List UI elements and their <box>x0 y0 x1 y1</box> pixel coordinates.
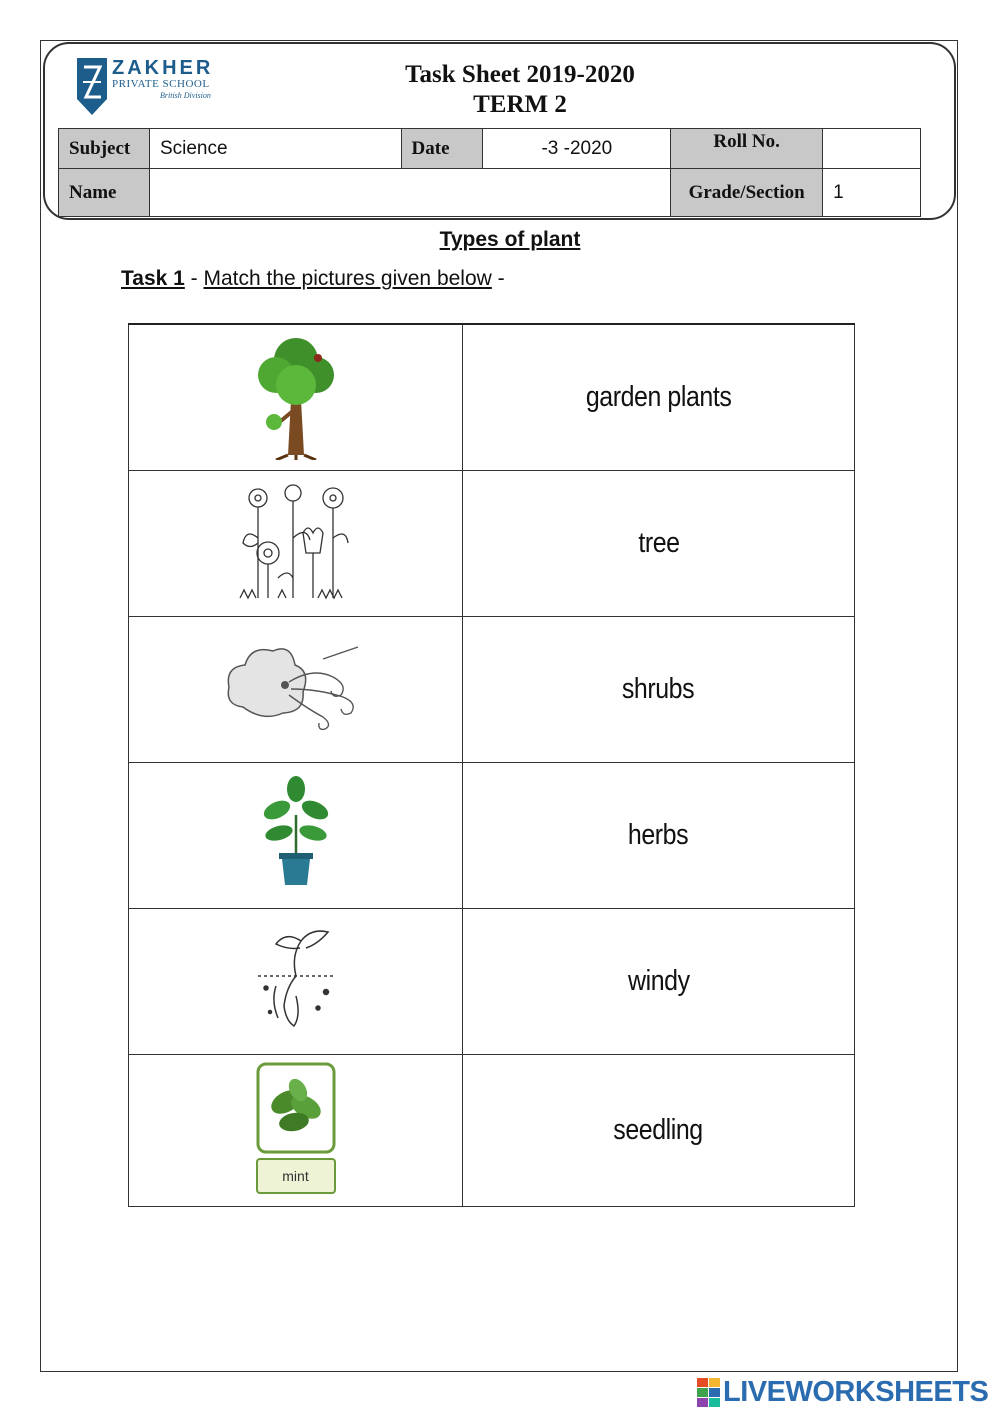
table-row <box>129 1054 855 1206</box>
liveworksheets-brand: LIVEWORKSHEETS <box>723 1376 989 1408</box>
word-label: herbs <box>628 818 689 851</box>
school-subtitle: PRIVATE SCHOOL <box>112 78 210 90</box>
section-title: Types of plant <box>439 228 581 251</box>
subject-field[interactable]: Science <box>149 129 401 169</box>
word-label: seedling <box>613 1113 704 1146</box>
tree-icon <box>246 330 346 460</box>
task-line <box>121 267 505 291</box>
school-division: British Division <box>160 91 211 100</box>
table-row <box>129 470 855 616</box>
roll-field[interactable] <box>823 129 921 169</box>
mint-caption-box <box>256 1158 336 1194</box>
grade-label: Grade/Section <box>671 169 823 217</box>
picture-cell[interactable] <box>129 1054 463 1206</box>
name-label: Name <box>59 169 150 217</box>
sheet-term: TERM 2 <box>473 91 567 118</box>
mint-icon <box>256 1062 336 1154</box>
word-label: garden plants <box>585 380 732 413</box>
school-logo-text <box>112 58 213 101</box>
seedling-icon <box>256 926 336 1031</box>
picture-cell[interactable] <box>129 616 463 762</box>
subject-label: Subject <box>59 129 150 169</box>
potted-plant-icon <box>261 775 331 890</box>
picture-cell[interactable] <box>129 470 463 616</box>
word-cell[interactable] <box>463 470 855 616</box>
word-label: tree <box>637 526 680 559</box>
task-instruction: Match the pictures given below <box>203 267 492 290</box>
word-cell[interactable] <box>463 908 855 1054</box>
table-row <box>129 908 855 1054</box>
flowers-icon <box>238 478 353 603</box>
info-table <box>58 128 921 217</box>
picture-cell[interactable] <box>129 324 463 470</box>
date-field[interactable]: -3 -2020 <box>483 129 671 169</box>
table-row <box>129 762 855 908</box>
picture-cell[interactable] <box>129 762 463 908</box>
word-cell[interactable] <box>463 616 855 762</box>
picture-cell[interactable] <box>129 908 463 1054</box>
word-cell[interactable] <box>463 1054 855 1206</box>
task-label: Task 1 <box>121 267 185 290</box>
wind-cloud-icon <box>223 637 368 737</box>
sheet-title: Task Sheet 2019-2020 <box>405 61 635 88</box>
table-row <box>129 324 855 470</box>
mint-caption: mint <box>282 1167 309 1184</box>
table-row <box>129 616 855 762</box>
roll-label: Roll No. <box>671 129 823 169</box>
word-label: shrubs <box>622 672 695 705</box>
school-name: ZAKHER <box>112 57 214 79</box>
word-cell[interactable] <box>463 324 855 470</box>
liveworksheets-logo-icon <box>697 1378 721 1408</box>
date-label: Date <box>401 129 483 169</box>
task-trailing: - <box>491 267 505 290</box>
task-separator: - <box>184 267 204 290</box>
word-label: windy <box>627 964 690 997</box>
word-cell[interactable] <box>463 762 855 908</box>
grade-field[interactable]: 1 <box>823 169 921 217</box>
name-field[interactable] <box>149 169 670 217</box>
matching-table <box>128 323 855 1207</box>
